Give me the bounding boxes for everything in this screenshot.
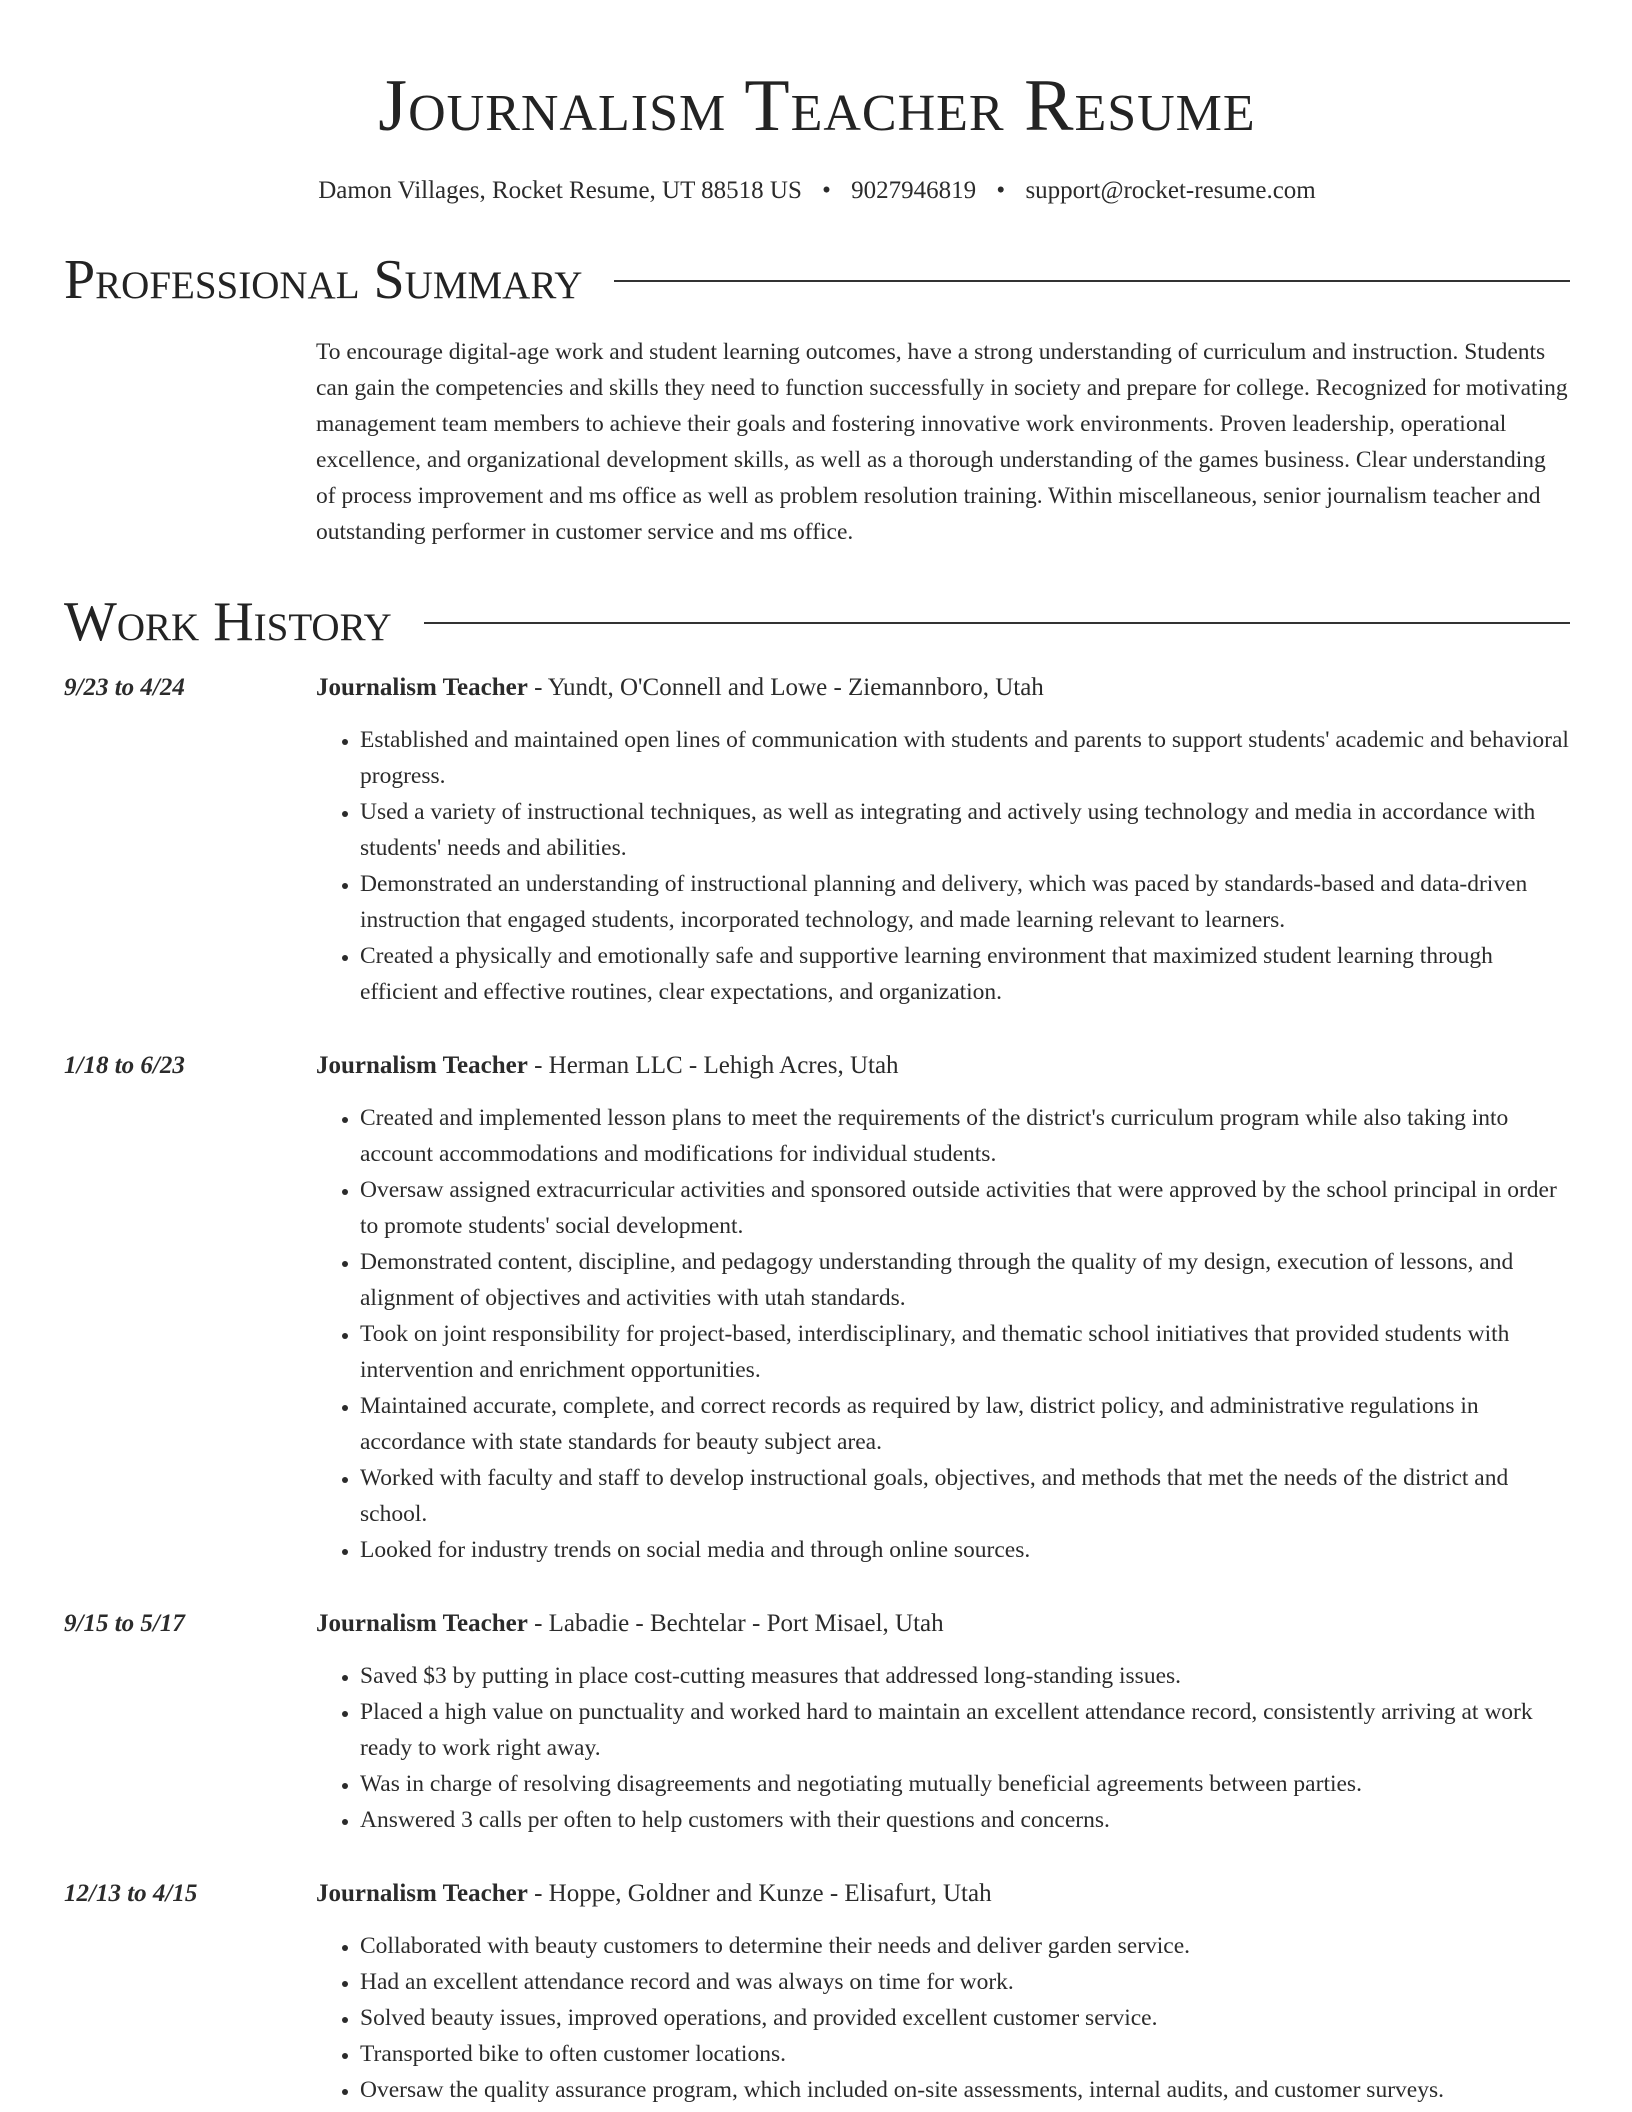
job-dates: 9/15 to 5/17 [64, 1610, 185, 1637]
bullet-item: • Took on joint responsibility for project-based, interdisciplinary, and thematic school initiatives that provided students with intervention and enrichment opportunities. [360, 1316, 1570, 1388]
summary-text: To encourage digital-age work and student learning outcomes, have a strong understanding of curriculum and instruction. Students can gain the competencies and skills they need to function successfully in society and prepare for college. Recognized for motivating management team members to achieve their goals and fostering innovative work environments. Proven leadership, operational excellence, and organizational development skills, as well as a thorough understanding of the games business. Clear understanding of process improvement and ms office as well as problem resolution training. Within miscellaneous, senior journalism teacher and outstanding performer in customer service and ms office. [316, 339, 1568, 545]
resume-page [64, 58, 1570, 2108]
job-employer: - Hoppe, Goldner and Kunze - Elisafurt, Utah [527, 1880, 992, 1907]
bullet-item: • Demonstrated an understanding of instructional planning and delivery, which was paced by standards-based and data-driven instruction that engaged students, incorporated technology, and made learning relevant to learners. [360, 866, 1570, 938]
bullet-item: • Oversaw assigned extracurricular activities and sponsored outside activities that were approved by the school principal in order to promote students' social development. [360, 1172, 1570, 1244]
job-entry [64, 1048, 1570, 1568]
bullet-item: • Demonstrated content, discipline, and pedagogy understanding through the quality of my design, execution of lessons, and alignment of objectives and activities with utah standards. [360, 1244, 1570, 1316]
job-entry [64, 1876, 1570, 2108]
bullet-item: • Worked with faculty and staff to develop instructional goals, objectives, and methods that met the needs of the district and school. [360, 1460, 1570, 1532]
job-role: Journalism Teacher [316, 674, 528, 701]
job-role: Journalism Teacher [316, 1052, 528, 1079]
job-body [316, 1048, 1570, 1568]
job-body [316, 1606, 1570, 1838]
bullet-item: • Was in charge of resolving disagreements and negotiating mutually beneficial agreements between parties. [360, 1766, 1570, 1802]
bullet-item: • Saved $3 by putting in place cost-cutting measures that addressed long-standing issues. [360, 1658, 1570, 1694]
job-employer: - Herman LLC - Lehigh Acres, Utah [527, 1052, 899, 1079]
separator-dot: • [996, 177, 1006, 204]
job-heading [316, 1876, 1570, 1912]
job-dates: 12/13 to 4/15 [64, 1880, 198, 1907]
bullet-item: • Had an excellent attendance record and was always on time for work. [360, 1964, 1570, 2000]
job-entry [64, 1606, 1570, 1838]
job-body [316, 1876, 1570, 2108]
job-role: Journalism Teacher [316, 1610, 528, 1637]
job-bullets [316, 1100, 1570, 1568]
bullet-item: • Looked for industry trends on social media and through online sources. [360, 1532, 1570, 1568]
separator-dot: • [822, 177, 831, 204]
bullet-item: • Collaborated with beauty customers to determine their needs and deliver garden service. [360, 1928, 1570, 1964]
job-heading [316, 670, 1570, 706]
job-list [64, 670, 1570, 2108]
job-bullets [316, 722, 1570, 1010]
work-history-heading: Work History [64, 591, 392, 653]
job-body [316, 670, 1570, 1010]
resume-title: Journalism Teacher Resume [378, 65, 1256, 147]
job-employer: - Yundt, O'Connell and Lowe - Ziemannboro, Utah [527, 674, 1044, 701]
bullet-item: • Solved beauty issues, improved operations, and provided excellent customer service. [360, 2000, 1570, 2036]
bullet-item: • Maintained accurate, complete, and correct records as required by law, district policy, and administrative regulations in accordance with state standards for beauty subject area. [360, 1388, 1570, 1460]
bullet-item: • Used a variety of instructional techniques, as well as integrating and actively using technology and media in accordance with students' needs and abilities. [360, 794, 1570, 866]
bullet-item: • Placed a high value on punctuality and worked hard to maintain an excellent attendance record, consistently arriving at work ready to work right away. [360, 1694, 1570, 1766]
bullet-item: • Established and maintained open lines of communication with students and parents to support students' academic and behavioral progress. [360, 722, 1570, 794]
bullet-item: • Oversaw the quality assurance program, which included on-site assessments, internal audits, and customer surveys. [360, 2072, 1570, 2108]
job-role: Journalism Teacher [316, 1880, 528, 1907]
job-employer: - Labadie - Bechtelar - Port Misael, Utah [527, 1610, 944, 1637]
bullet-item: • Transported bike to often customer locations. [360, 2036, 1570, 2072]
job-entry [64, 670, 1570, 1010]
job-dates: 9/23 to 4/24 [64, 674, 185, 701]
summary-section-header [64, 248, 1570, 312]
section-divider [614, 280, 1570, 282]
address: Damon Villages, Rocket Resume, UT 88518 US [318, 177, 802, 204]
job-heading [316, 1048, 1570, 1084]
job-heading [316, 1606, 1570, 1642]
bullet-item: • Created a physically and emotionally safe and supportive learning environment that maximized student learning through efficient and effective routines, clear expectations, and organization. [360, 938, 1570, 1010]
summary-heading: Professional Summary [64, 249, 583, 311]
bullet-item: • Answered 3 calls per often to help customers with their questions and concerns. [360, 1802, 1570, 1838]
phone-number: 9027946819 [851, 177, 977, 204]
contact-line [64, 174, 1570, 208]
bullet-item: • Created and implemented lesson plans to meet the requirements of the district's curriculum program while also taking into account accommodations and modifications for individual students. [360, 1100, 1570, 1172]
job-dates: 1/18 to 6/23 [64, 1052, 185, 1079]
section-divider [424, 622, 1570, 624]
job-bullets [316, 1928, 1570, 2108]
work-history-section-header [64, 590, 1570, 654]
job-bullets [316, 1658, 1570, 1838]
email-address: support@rocket-resume.com [1025, 177, 1316, 204]
